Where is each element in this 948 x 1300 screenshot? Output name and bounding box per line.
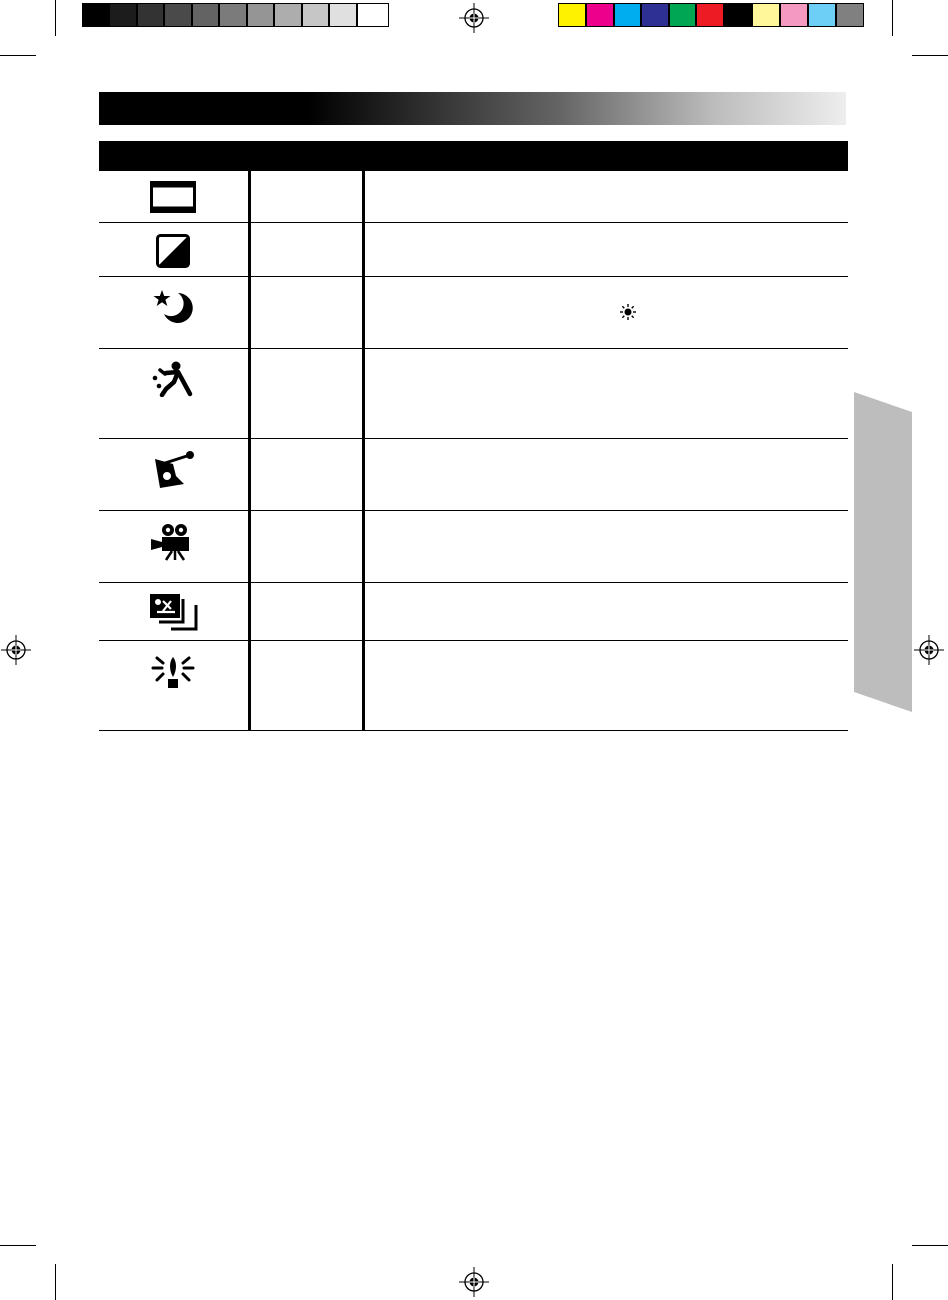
gray-swatch [82, 3, 109, 27]
gray-swatch [357, 3, 389, 27]
sepia-contrast-icon [156, 234, 190, 268]
column-divider-1 [248, 171, 251, 731]
movie-camera-icon [150, 523, 192, 561]
row-divider [99, 276, 848, 277]
gray-swatch [109, 3, 137, 27]
gray-swatch [247, 3, 274, 27]
row-divider [99, 582, 848, 583]
color-swatch [724, 3, 752, 27]
wide-screen-frame-icon [150, 181, 196, 213]
color-swatch [586, 3, 614, 27]
registration-mark-bottom [459, 1267, 489, 1297]
star-moon-twilight-icon [153, 289, 195, 325]
sun-icon [620, 304, 636, 320]
gray-swatch [329, 3, 357, 27]
gray-swatch [192, 3, 219, 27]
row-divider [99, 222, 848, 223]
color-swatch [558, 3, 586, 27]
golf-swing-icon [154, 450, 196, 490]
gray-swatch [219, 3, 247, 27]
section-title-band [99, 92, 846, 125]
color-swatch [669, 3, 696, 27]
row-divider [99, 640, 848, 641]
color-swatch [836, 3, 864, 27]
chapter-side-tab [854, 392, 912, 712]
row-divider [99, 438, 848, 439]
row-divider [99, 348, 848, 349]
color-swatch [641, 3, 669, 27]
gray-swatch [274, 3, 302, 27]
column-divider-2 [362, 171, 365, 731]
gray-swatch [137, 3, 164, 27]
strobe-frames-icon [149, 593, 199, 631]
gray-swatch [164, 3, 192, 27]
registration-mark-left [1, 635, 31, 665]
sports-runner-icon [152, 361, 194, 397]
table-header-band [99, 141, 848, 171]
spotlight-icon [151, 656, 195, 690]
color-swatch [808, 3, 836, 27]
gray-swatch [302, 3, 329, 27]
color-swatch [614, 3, 641, 27]
registration-mark-right [914, 635, 944, 665]
row-divider [99, 730, 848, 731]
color-swatch [780, 3, 808, 27]
row-divider [99, 510, 848, 511]
color-swatch [752, 3, 780, 27]
color-swatch [696, 3, 724, 27]
registration-mark-top [459, 3, 489, 33]
